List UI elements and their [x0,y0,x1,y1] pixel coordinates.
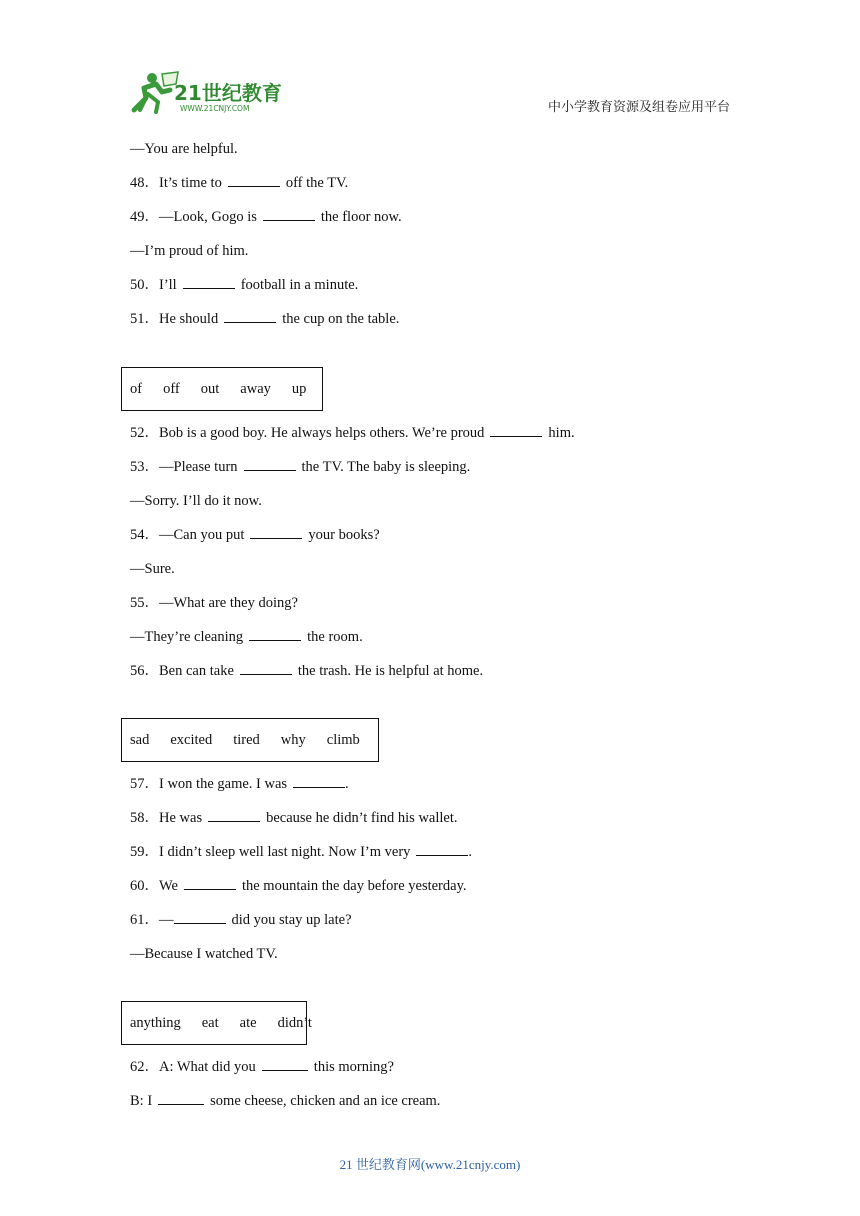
question-62: 62．A: What did you this morning? [130,1059,394,1075]
word-bank-item: sad [130,731,150,748]
word-bank-item: climb [326,731,360,748]
question-50: 50．I’ll football in a minute. [130,277,359,293]
answer-blank [244,458,296,471]
answer-line: —Sure. [130,561,175,577]
answer-blank [240,662,292,675]
word-bank [121,718,379,762]
question-48: 48．It’s time to off the TV. [130,175,349,191]
question-58: 58．He was because he didn’t find his wallet. [130,810,458,826]
answer-blank [228,174,280,187]
question-59: 59．I didn’t sleep well last night. Now I’m very . [130,844,473,860]
question-54: 54．—Can you put your books? [130,527,380,543]
answer-blank [174,911,226,924]
question-57: 57．I won the game. I was . [130,776,349,792]
answer-blank [416,843,468,856]
question-51: 51．He should the cup on the table. [130,311,400,327]
word-bank [121,1001,312,1045]
word-bank-item: anything [130,1014,181,1031]
question-53: 53．—Please turn the TV. The baby is sleeping. [130,459,471,475]
answer-blank [184,877,236,890]
word-bank-item: didn’t [277,1014,312,1031]
word-bank-item: eat [201,1014,219,1031]
answer-line: —I’m proud of him. [130,243,249,259]
answer-blank [263,208,315,221]
answer-line: —They’re cleaning the room. [130,629,363,645]
word-bank-item: ate [239,1014,257,1031]
word-bank-item: away [240,380,271,397]
word-bank-item: up [291,380,307,397]
word-bank-item: excited [170,731,213,748]
word-bank-item: why [280,731,306,748]
word-bank-item: of [130,380,143,397]
question-49: 49．—Look, Gogo is the floor now. [130,209,402,225]
answer-line: —Sorry. I’ll do it now. [130,493,262,509]
platform-title: 中小学教育资源及组卷应用平台 [548,99,731,114]
question-56: 56．Ben can take the trash. He is helpful at home. [130,663,484,679]
answer-blank [183,276,235,289]
answer-blank [490,424,542,437]
word-bank-item: tired [233,731,260,748]
word-bank [121,367,323,411]
answer-blank [262,1058,308,1071]
answer-blank [158,1092,204,1105]
answer-line: —Because I watched TV. [130,946,278,962]
page-footer[interactable]: 21 世纪教育网(www.21cnjy.com) [339,1157,521,1172]
question-61: 61．— did you stay up late? [130,912,352,928]
answer-blank [293,775,345,788]
answer-blank [249,628,301,641]
answer-blank [208,809,260,822]
word-bank-item: off [163,380,180,397]
site-logo [122,70,292,116]
question-60: 60．We the mountain the day before yesterday. [130,878,467,894]
question-55: 55．—What are they doing? [130,595,298,611]
answer-line: —You are helpful. [130,141,238,157]
runner-logo-icon [122,70,292,116]
logo-text: 21世纪教育 [174,81,282,105]
answer-blank [224,310,276,323]
answer-line: B: I some cheese, chicken and an ice cream. [130,1093,441,1109]
logo-subtext: WWW.21CNJY.COM [180,104,250,113]
question-52: 52．Bob is a good boy. He always helps others. We’re proud him. [130,425,575,441]
word-bank-item: out [200,380,220,397]
answer-blank [250,526,302,539]
